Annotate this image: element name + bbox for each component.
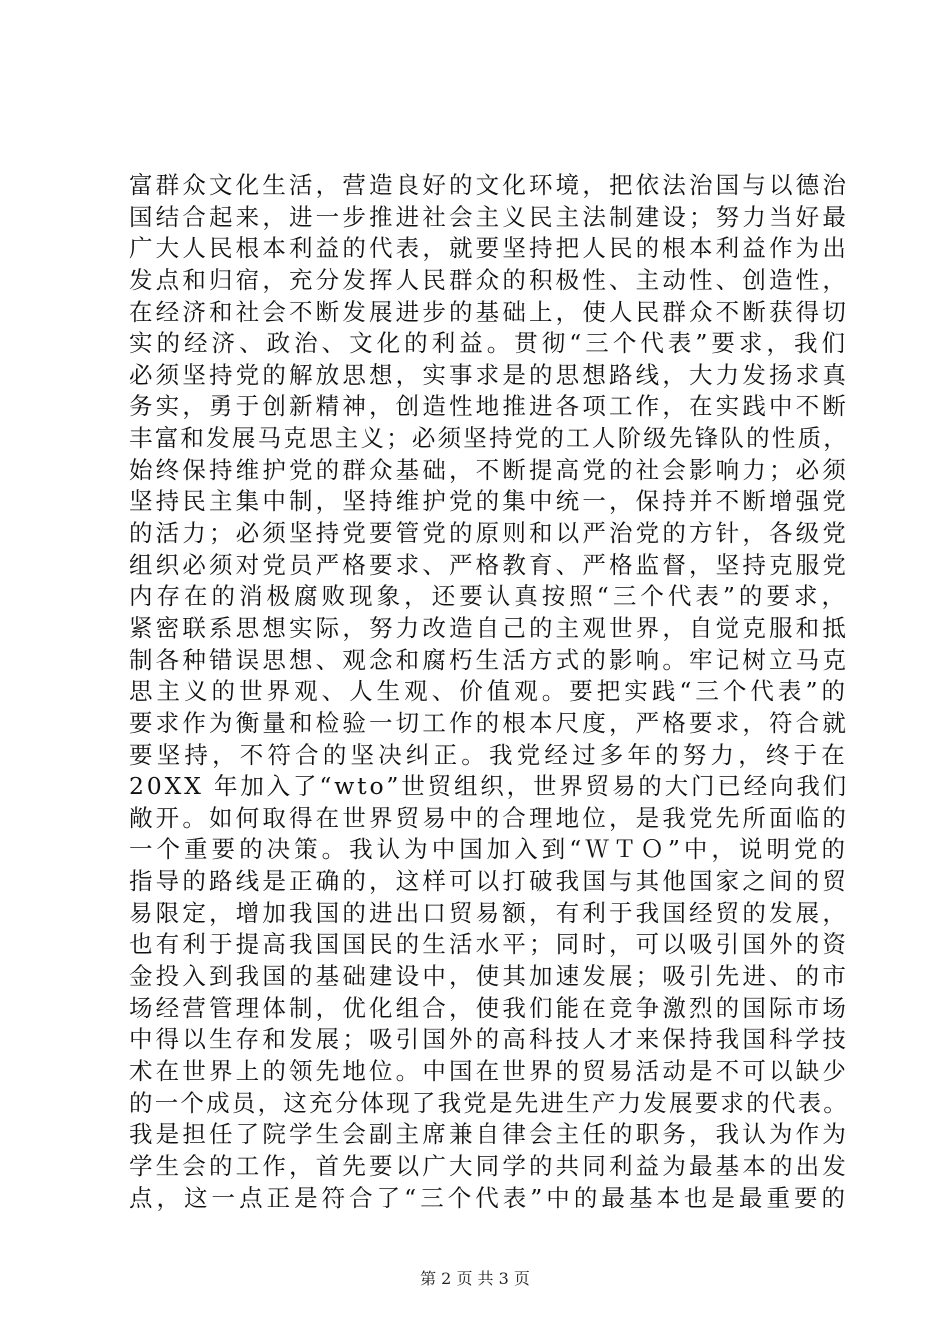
text-line: 20XX 年加入了“wto”世贸组织，世界贸易的大门已经向我们 <box>129 772 849 801</box>
text-line: 在经济和社会不断发展进步的基础上，使人民群众不断获得切 <box>129 297 849 326</box>
text-line: 的一个成员，这充分体现了我党是先进生产力发展要求的代表。 <box>129 1088 849 1117</box>
text-line: 点，这一点正是符合了“三个代表”中的最基本也是最重要的 <box>129 1183 849 1212</box>
text-line: 必须坚持党的解放思想，实事求是的思想路线，大力发扬求真 <box>129 360 849 389</box>
text-line: 丰富和发展马克思主义；必须坚持党的工人阶级先锋队的性质， <box>129 424 849 453</box>
text-line: 国结合起来，进一步推进社会主义民主法制建设；努力当好最 <box>129 202 849 231</box>
text-line: 富群众文化生活，营造良好的文化环境，把依法治国与以德治 <box>129 171 849 199</box>
text-line: 场经营管理体制，优化组合，使我们能在竞争激烈的国际市场 <box>129 993 849 1022</box>
text-line: 制各种错误思想、观念和腐朽生活方式的影响。牢记树立马克 <box>129 645 849 674</box>
text-line: 我是担任了院学生会副主席兼自律会主任的职务，我认为作为 <box>129 1120 849 1149</box>
text-line: 的活力；必须坚持党要管党的原则和以严治党的方针，各级党 <box>129 519 849 548</box>
text-line: 易限定，增加我国的进出口贸易额，有利于我国经贸的发展， <box>129 898 849 927</box>
text-line: 也有利于提高我国国民的生活水平；同时，可以吸引国外的资 <box>129 930 849 959</box>
text-line: 紧密联系思想实际，努力改造自己的主观世界，自觉克服和抵 <box>129 613 849 642</box>
body-text <box>129 170 849 1214</box>
text-line: 务实，勇于创新精神，创造性地推进各项工作，在实践中不断 <box>129 392 849 421</box>
text-line: 指导的路线是正确的，这样可以打破我国与其他国家之间的贸 <box>129 867 849 896</box>
text-line: 术在世界上的领先地位。中国在世界的贸易活动是不可以缺少 <box>129 1056 849 1085</box>
text-line: 学生会的工作，首先要以广大同学的共同利益为最基本的出发 <box>129 1151 849 1180</box>
text-line: 组织必须对党员严格要求、严格教育、严格监督，坚持克服党 <box>129 550 849 579</box>
text-line: 一个重要的决策。我认为中国加入到“ＷＴＯ”中，说明党的 <box>129 835 849 864</box>
text-line: 金投入到我国的基础建设中，使其加速发展；吸引先进、的市 <box>129 962 849 991</box>
text-line: 坚持民主集中制，坚持维护党的集中统一，保持并不断增强党 <box>129 487 849 516</box>
page-footer: 第 2 页 共 3 页 <box>420 1269 530 1288</box>
text-line: 敞开。如何取得在世界贸易中的合理地位，是我党先所面临的 <box>129 803 849 832</box>
text-line: 中得以生存和发展；吸引国外的高科技人才来保持我国科学技 <box>129 1025 849 1054</box>
text-line: 思主义的世界观、人生观、价值观。要把实践“三个代表”的 <box>129 677 849 706</box>
text-line: 广大人民根本利益的代表，就要坚持把人民的根本利益作为出 <box>129 234 849 263</box>
text-line: 内存在的消极腐败现象，还要认真按照“三个代表”的要求， <box>129 582 849 611</box>
text-line: 始终保持维护党的群众基础，不断提高党的社会影响力；必须 <box>129 455 849 484</box>
text-line: 实的经济、政治、文化的利益。贯彻“三个代表”要求，我们 <box>129 329 849 358</box>
text-line: 要求作为衡量和检验一切工作的根本尺度，严格要求，符合就 <box>129 708 849 737</box>
text-line: 要坚持，不符合的坚决纠正。我党经过多年的努力，终于在 <box>129 740 849 769</box>
text-line: 发点和归宿，充分发挥人民群众的积极性、主动性、创造性， <box>129 265 849 294</box>
